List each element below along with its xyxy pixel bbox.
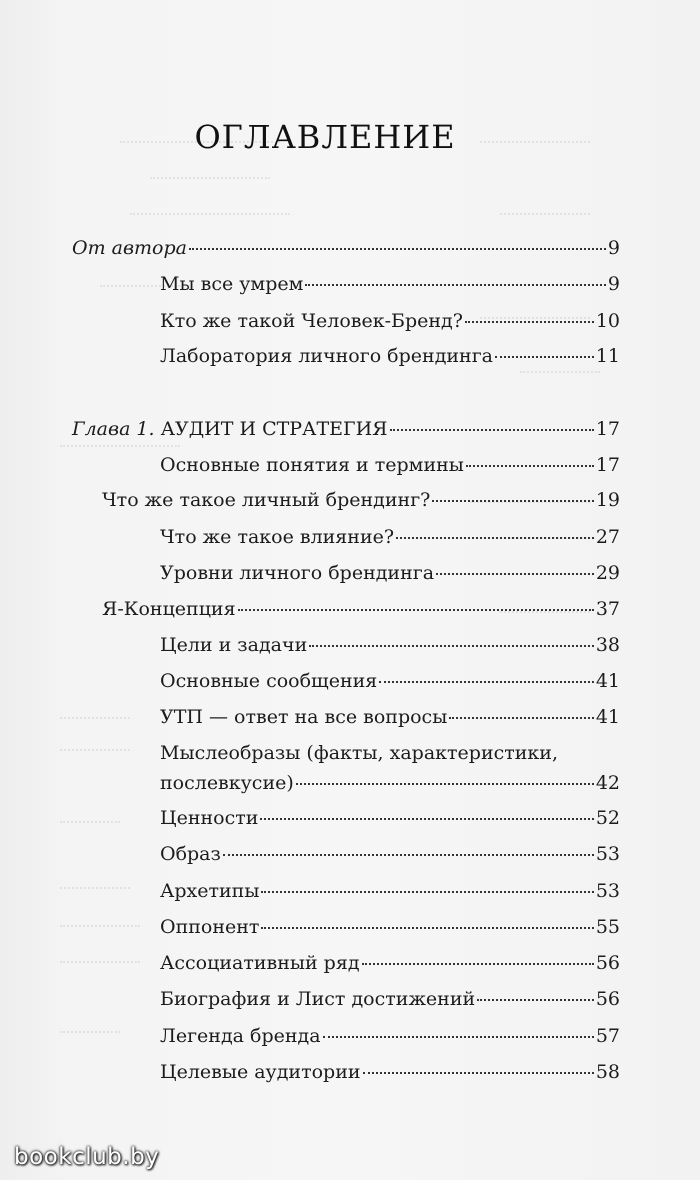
leader-dots [396,533,594,539]
toc-entry-line2[interactable] [160,771,620,795]
leader-dots [323,1032,594,1038]
leader-dots [223,850,594,856]
leader-dots [379,677,594,683]
leader-dots [261,887,593,893]
toc-entry-label: Ценности [160,807,259,829]
site-watermark: bookclub.by [14,1144,160,1170]
toc-entry[interactable] [160,1024,620,1048]
toc-entry-label: Основные сообщения [160,670,378,692]
toc-entry[interactable] [160,705,620,729]
page-title: ОГЛАВЛЕНИЕ [194,118,456,156]
leader-dots [432,496,593,502]
leader-dots [495,352,594,358]
toc-entry-label: Что же такое влияние? [160,526,395,548]
leader-dots [305,280,606,286]
toc-page-number: 27 [595,526,620,548]
toc-page-number: 17 [595,418,620,440]
toc-entry-label: Глава 1. АУДИТ И СТРАТЕГИЯ [72,418,388,440]
toc-entry-chapter-1[interactable] [72,417,620,441]
toc-entry-label: Уровни личного брендинга [160,562,435,584]
toc-page-number: 42 [595,772,620,794]
toc-page-number: 17 [595,454,620,476]
toc-page-number: 52 [595,807,620,829]
toc-page-number: 55 [595,916,620,938]
toc-entry-label: Оппонент [160,916,260,938]
toc-entry-line1[interactable] [160,741,620,765]
toc-entry-label: Что же такое личный брендинг? [102,489,431,511]
toc-page-number: 56 [595,952,620,974]
toc-page-number: 38 [595,634,620,656]
toc-entry-label: Я-Концепция [102,598,236,620]
leader-dots [261,923,593,929]
toc-entry[interactable] [160,842,620,866]
toc-entry-label: Мыслеобразы (факты, характеристики, [160,742,559,764]
leader-dots [390,425,594,431]
toc-entry-preface[interactable] [72,236,620,260]
toc-page-number: 53 [595,843,620,865]
leader-dots [296,779,594,785]
leader-dots [189,244,606,250]
toc-entry[interactable] [160,344,620,368]
toc-entry-label: Легенда бренда [160,1025,321,1047]
toc-page-number: 57 [595,1025,620,1047]
toc-entry-label: УТП — ответ на все вопросы [160,706,448,728]
toc-entry-label: Лаборатория личного брендинга [160,345,494,367]
toc-entry[interactable] [160,669,620,693]
toc-page-number: 56 [595,988,620,1010]
toc-entry[interactable] [160,987,620,1011]
toc-page-number: 9 [607,237,620,259]
toc-entry[interactable] [160,915,620,939]
toc-entry[interactable] [160,272,620,296]
toc-page-number: 11 [595,345,620,367]
toc-page-number: 53 [595,880,620,902]
leader-dots [362,959,594,965]
leader-dots [466,461,594,467]
toc-entry[interactable] [160,1060,620,1084]
toc-page-number: 37 [595,598,620,620]
leader-dots [477,995,594,1001]
toc-entry-label: Ассоциативный ряд [160,952,360,974]
leader-dots [260,814,593,820]
toc-page-number: 10 [595,310,620,332]
toc-entry[interactable] [160,951,620,975]
toc-entry[interactable] [160,879,620,903]
leader-dots [309,641,594,647]
toc-page-number: 41 [595,670,620,692]
toc-entry[interactable] [102,597,620,621]
leader-dots [449,713,594,719]
toc-entry-label: Архетипы [160,880,260,902]
toc-page-number: 19 [595,489,620,511]
toc-entry-label: От автора [72,237,187,259]
toc-entry-label: Биография и Лист достижений [160,988,476,1010]
toc-page-number: 41 [595,706,620,728]
toc-entry-label: Цели и задачи [160,634,308,656]
toc-entry-label: Мы все умрем [160,273,304,295]
toc-entry[interactable] [160,453,620,477]
toc-page-number: 9 [607,273,620,295]
toc-entry[interactable] [160,561,620,585]
leader-dots [238,605,594,611]
toc-entry[interactable] [160,633,620,657]
toc-entry-label: Образ [160,843,221,865]
leader-dots [436,569,594,575]
toc-page-number: 58 [595,1061,620,1083]
leader-dots [363,1068,594,1074]
toc-entry[interactable] [160,309,620,333]
toc-entry-label: Кто же такой Человек-Бренд? [160,310,463,332]
toc-page-number: 29 [595,562,620,584]
toc-entry[interactable] [160,525,620,549]
toc-entry-label: послевкусие) [160,772,294,794]
toc-entry[interactable] [160,806,620,830]
leader-dots [465,317,594,323]
toc-entry[interactable] [102,488,620,512]
toc-entry-label: Целевые аудитории [160,1061,361,1083]
toc-entry-label: Основные понятия и термины [160,454,464,476]
